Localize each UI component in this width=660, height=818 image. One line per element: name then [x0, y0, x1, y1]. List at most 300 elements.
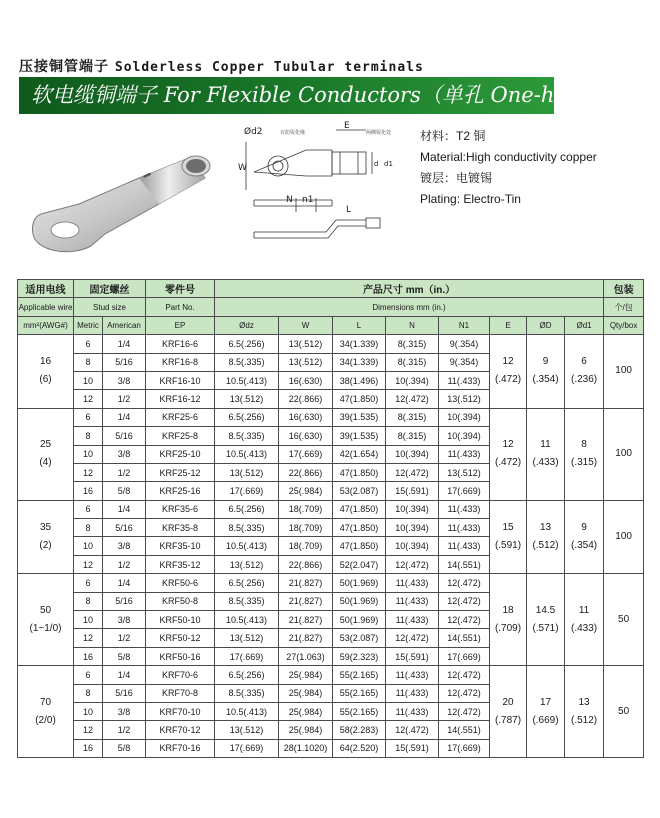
table-cell: 1/2 [103, 721, 146, 739]
dim-od-cell [527, 500, 565, 574]
dim-e-cell-mm: 20 [502, 696, 514, 708]
table-cell: 10.5(.413) [215, 371, 279, 389]
table-cell: 12 [74, 629, 103, 647]
table-cell: 25(.984) [279, 702, 333, 720]
dim-od1-cell-mm: 8 [581, 439, 587, 451]
table-cell: 6 [74, 500, 103, 518]
table-cell: 13(.512) [215, 555, 279, 573]
table-cell: 11(.433) [439, 500, 490, 518]
wire-awg: (1~1/0) [29, 622, 62, 634]
table-cell: KRF25-10 [146, 445, 215, 463]
label-w: W [238, 163, 247, 173]
dim-od1-cell-in: (.433) [570, 622, 598, 634]
table-cell: 10.5(.413) [215, 537, 279, 555]
wire-mm2: 35 [39, 521, 52, 533]
column-header: EP [146, 316, 215, 334]
table-cell: KRF16-6 [146, 335, 215, 353]
table-cell: 13(.512) [215, 721, 279, 739]
table-cell: 42(1.654) [333, 445, 386, 463]
table-cell: 12(.472) [386, 463, 439, 481]
table-cell: KRF35-12 [146, 555, 215, 573]
table-cell: 11(.433) [439, 537, 490, 555]
table-cell: 12(.472) [386, 721, 439, 739]
table-cell: 50(1.969) [333, 592, 386, 610]
table-cell: KRF70-10 [146, 702, 215, 720]
table-cell: 12(.472) [439, 666, 490, 684]
table-cell: 12(.472) [439, 574, 490, 592]
dim-od1-cell [565, 666, 604, 758]
dim-od-cell [527, 666, 565, 758]
table-cell: 39(1.535) [333, 427, 386, 445]
header-part: 零件号 [146, 280, 215, 298]
table-cell: KRF70-6 [146, 666, 215, 684]
dim-od-cell-mm: 17 [539, 696, 552, 708]
label-d: d [374, 160, 379, 168]
table-cell: KRF70-8 [146, 684, 215, 702]
table-cell: 16(.630) [279, 408, 333, 426]
label-d1: d1 [384, 160, 393, 168]
wire-size-cell [18, 335, 74, 409]
table-cell: 12 [74, 555, 103, 573]
wire-size-cell [18, 408, 74, 500]
banner-cn: 软电缆铜端子 [31, 83, 157, 107]
wire-awg: (2) [39, 539, 52, 551]
table-cell: 8 [74, 592, 103, 610]
title-en: Solderless Copper Tubular terminals [114, 60, 424, 75]
table-cell: 11(.433) [439, 445, 490, 463]
wire-size-cell [18, 666, 74, 758]
table-cell: 10.5(.413) [215, 445, 279, 463]
material-en: Material:High conductivity copper [420, 150, 597, 164]
table-cell: 12(.472) [439, 702, 490, 720]
note-left: 有防锐化缘 [280, 130, 306, 136]
table-cell: 17(.669) [439, 739, 490, 757]
product-photo [19, 118, 222, 268]
dim-od1-cell-mm: 6 [581, 356, 587, 368]
table-cell: 8(.315) [386, 353, 439, 371]
table-cell: 15(.591) [386, 647, 439, 665]
table-cell: 1/4 [103, 574, 146, 592]
table-row [18, 500, 644, 518]
table-cell: 10 [74, 445, 103, 463]
dim-od-cell-mm: 9 [542, 356, 549, 368]
header-stud-en: Stud size [74, 298, 146, 316]
table-cell: 13(.512) [279, 335, 333, 353]
table-cell: KRF50-16 [146, 647, 215, 665]
table-cell: 8(.315) [386, 408, 439, 426]
header-row [18, 298, 644, 316]
header-row [18, 316, 644, 334]
wire-size-cell [18, 574, 74, 666]
table-cell: 47(1.850) [333, 519, 386, 537]
dim-od1-cell [565, 500, 604, 574]
table-cell: 47(1.850) [333, 463, 386, 481]
wire-mm2: 25 [39, 439, 52, 451]
table-cell: 59(2.323) [333, 647, 386, 665]
dim-od-cell-in: (.669) [532, 714, 559, 726]
table-cell: 39(1.535) [333, 408, 386, 426]
table-cell: KRF35-10 [146, 537, 215, 555]
wire-awg: (2/0) [35, 714, 56, 726]
table-cell: KRF50-12 [146, 629, 215, 647]
table-cell: KRF70-16 [146, 739, 215, 757]
header-wire-en: Applicable wire [18, 298, 74, 316]
table-cell: KRF16-10 [146, 371, 215, 389]
table-cell: 50(1.969) [333, 611, 386, 629]
wire-mm2: 50 [39, 604, 52, 616]
table-cell: KRF25-8 [146, 427, 215, 445]
table-cell: 8.5(.335) [215, 427, 279, 445]
qty-cell: 50 [604, 574, 644, 666]
table-cell: 13(.512) [215, 629, 279, 647]
table-cell: 17(.669) [215, 482, 279, 500]
table-cell: 25(.984) [279, 684, 333, 702]
table-cell: 9(.354) [439, 353, 490, 371]
table-cell: 1/4 [103, 408, 146, 426]
table-cell: 10(.394) [386, 519, 439, 537]
dim-e-cell-in: (.591) [494, 539, 522, 551]
spec-table [17, 279, 644, 758]
material-specs [420, 126, 597, 210]
table-cell: 6 [74, 408, 103, 426]
dim-od1-cell [565, 335, 604, 409]
header-stud: 固定螺丝 [74, 280, 146, 298]
table-cell: 10(.394) [386, 371, 439, 389]
qty-cell: 100 [604, 408, 644, 500]
dim-od1-cell [565, 574, 604, 666]
table-cell: 14(.551) [439, 721, 490, 739]
column-header: American [103, 316, 146, 334]
column-header: E [490, 316, 527, 334]
table-cell: 8 [74, 353, 103, 371]
column-header: N [386, 316, 439, 334]
table-row [18, 574, 644, 592]
table-cell: 18(.709) [279, 500, 333, 518]
table-cell: 47(1.850) [333, 500, 386, 518]
table-cell: 10(.394) [386, 537, 439, 555]
dim-e-cell-in: (.787) [494, 714, 522, 726]
table-cell: 22(.866) [279, 390, 333, 408]
header-pack: 包装 [604, 280, 644, 298]
table-cell: 22(.866) [279, 555, 333, 573]
table-cell: 12(.472) [386, 629, 439, 647]
table-cell: 53(2.087) [333, 482, 386, 500]
table-cell: 12(.472) [386, 555, 439, 573]
wire-awg: (6) [39, 374, 52, 386]
dim-od1-cell-in: (.315) [570, 457, 598, 469]
dim-od-cell-in: (.512) [532, 539, 559, 551]
table-cell: 3/8 [103, 371, 146, 389]
table-cell: KRF25-16 [146, 482, 215, 500]
table-cell: 34(1.339) [333, 335, 386, 353]
table-cell: 21(.827) [279, 574, 333, 592]
table-cell: 1/2 [103, 463, 146, 481]
table-cell: 18(.709) [279, 537, 333, 555]
table-cell: 1/4 [103, 500, 146, 518]
label-n: N [286, 195, 293, 205]
table-cell: 1/2 [103, 629, 146, 647]
column-header: Ødz [215, 316, 279, 334]
table-cell: 1/4 [103, 666, 146, 684]
table-cell: 16 [74, 647, 103, 665]
page-title [19, 56, 424, 76]
table-cell: 47(1.850) [333, 390, 386, 408]
table-cell: 13(.512) [439, 390, 490, 408]
table-cell: KRF50-6 [146, 574, 215, 592]
dim-od1-cell-mm: 9 [581, 521, 587, 533]
table-cell: 1/2 [103, 555, 146, 573]
table-cell: 8(.315) [386, 335, 439, 353]
dim-e-cell-in: (.472) [494, 374, 522, 386]
dim-od1-cell-in: (.512) [570, 714, 598, 726]
header-dims-en: Dimensions mm (in.) [215, 298, 604, 316]
table-cell: 5/8 [103, 482, 146, 500]
dim-od-cell [527, 408, 565, 500]
table-cell: 17(.669) [439, 647, 490, 665]
dimension-drawing [236, 120, 414, 262]
dim-od1-cell-mm: 13 [578, 696, 590, 708]
table-cell: 17(.669) [215, 739, 279, 757]
table-cell: 25(.984) [279, 666, 333, 684]
column-header: L [333, 316, 386, 334]
header-row [18, 280, 644, 298]
column-header: ØD [527, 316, 565, 334]
dim-e-cell [490, 500, 527, 574]
table-cell: 12 [74, 463, 103, 481]
table-cell: 21(.827) [279, 629, 333, 647]
banner-type: （单孔 One-hole）KRF [420, 83, 654, 107]
material-cn: 材料：T2 铜 [420, 129, 486, 143]
table-cell: 12(.472) [439, 684, 490, 702]
table-cell: 17(.669) [439, 482, 490, 500]
table-cell: 10(.394) [386, 500, 439, 518]
dim-od1-cell-mm: 11 [578, 604, 590, 616]
qty-cell: 100 [604, 335, 644, 409]
table-cell: 27(1.063) [279, 647, 333, 665]
dim-e-cell [490, 408, 527, 500]
table-cell: 8.5(.335) [215, 519, 279, 537]
table-cell: 12 [74, 721, 103, 739]
table-cell: 5/16 [103, 684, 146, 702]
header-pack-cn: 个/包 [604, 298, 644, 316]
table-cell: 10.5(.413) [215, 702, 279, 720]
header-part-en: Part No. [146, 298, 215, 316]
table-cell: 6 [74, 335, 103, 353]
table-cell: 11(.433) [386, 684, 439, 702]
table-cell: 9(.354) [439, 335, 490, 353]
table-cell: 50(1.969) [333, 574, 386, 592]
table-cell: 55(2.165) [333, 684, 386, 702]
table-cell: 8 [74, 519, 103, 537]
table-cell: 10 [74, 611, 103, 629]
table-cell: 10 [74, 371, 103, 389]
table-cell: 6 [74, 666, 103, 684]
table-cell: 12 [74, 390, 103, 408]
table-cell: KRF25-12 [146, 463, 215, 481]
table-cell: 8(.315) [386, 427, 439, 445]
wire-awg: (4) [39, 457, 52, 469]
table-cell: 14(.551) [439, 555, 490, 573]
table-cell: 25(.984) [279, 482, 333, 500]
product-banner [19, 77, 654, 114]
table-cell: KRF50-8 [146, 592, 215, 610]
table-cell: 11(.433) [386, 702, 439, 720]
table-cell: 38(1.496) [333, 371, 386, 389]
dim-od-cell-in: (.433) [532, 457, 559, 469]
table-cell: 16(.630) [279, 427, 333, 445]
table-cell: 12(.472) [439, 611, 490, 629]
label-n1: n1 [302, 195, 314, 205]
table-cell: 14(.551) [439, 629, 490, 647]
table-cell: 64(2.520) [333, 739, 386, 757]
table-cell: 18(.709) [279, 519, 333, 537]
header-dims: 产品尺寸 mm（in.） [215, 280, 604, 298]
table-cell: 10 [74, 702, 103, 720]
table-cell: KRF25-6 [146, 408, 215, 426]
column-header: Ød1 [565, 316, 604, 334]
table-cell: 15(.591) [386, 482, 439, 500]
table-cell: 3/8 [103, 537, 146, 555]
table-cell: 3/8 [103, 611, 146, 629]
table-cell: 5/16 [103, 519, 146, 537]
table-cell: 3/8 [103, 702, 146, 720]
table-cell: KRF70-12 [146, 721, 215, 739]
table-cell: 1/4 [103, 335, 146, 353]
wire-mm2: 70 [39, 696, 52, 708]
column-header: Qty/box [604, 316, 644, 334]
table-cell: 11(.433) [386, 574, 439, 592]
column-header: W [279, 316, 333, 334]
dim-od-cell [527, 574, 565, 666]
dim-e-cell-mm: 12 [502, 356, 514, 368]
table-cell: 5/16 [103, 592, 146, 610]
wire-mm2: 16 [39, 356, 52, 368]
table-cell: 6.5(.256) [215, 574, 279, 592]
table-cell: 13(.512) [439, 463, 490, 481]
table-cell: 34(1.339) [333, 353, 386, 371]
table-cell: 13(.512) [215, 463, 279, 481]
table-cell: 58(2.283) [333, 721, 386, 739]
table-cell: 11(.433) [439, 371, 490, 389]
dim-od-cell-mm: 11 [540, 439, 551, 451]
dim-e-cell [490, 335, 527, 409]
plating-en: Plating: Electro-Tin [420, 192, 521, 206]
table-cell: 8 [74, 427, 103, 445]
qty-cell: 100 [604, 500, 644, 574]
table-cell: 1/2 [103, 390, 146, 408]
dim-e-cell [490, 666, 527, 758]
table-cell: 10 [74, 537, 103, 555]
table-cell: KRF50-10 [146, 611, 215, 629]
dim-od1-cell-in: (.354) [570, 539, 598, 551]
dim-e-cell-mm: 12 [502, 439, 514, 451]
table-cell: 5/16 [103, 427, 146, 445]
table-cell: 16 [74, 482, 103, 500]
table-cell: 8.5(.335) [215, 353, 279, 371]
table-cell: 6.5(.256) [215, 408, 279, 426]
table-cell: 25(.984) [279, 721, 333, 739]
table-cell: KRF35-8 [146, 519, 215, 537]
table-cell: 17(.669) [279, 445, 333, 463]
dim-od-cell-in: (.571) [532, 622, 559, 634]
table-cell: 6 [74, 574, 103, 592]
dim-od-cell [527, 335, 565, 409]
table-cell: 21(.827) [279, 611, 333, 629]
dim-od-cell-mm: 14.5 [535, 604, 556, 616]
table-cell: 11(.433) [386, 611, 439, 629]
table-cell: 55(2.165) [333, 702, 386, 720]
label-l: L [346, 205, 352, 215]
table-cell: 5/8 [103, 647, 146, 665]
label-e: E [344, 121, 350, 131]
dim-od1-cell-in: (.236) [570, 374, 598, 386]
table-cell: 8 [74, 684, 103, 702]
table-cell: KRF16-8 [146, 353, 215, 371]
table-cell: 16 [74, 739, 103, 757]
dim-e-cell-mm: 18 [502, 604, 514, 616]
table-cell: 6.5(.256) [215, 500, 279, 518]
column-header: Metric [74, 316, 103, 334]
table-cell: KRF35-6 [146, 500, 215, 518]
dim-e-cell-in: (.472) [494, 457, 522, 469]
table-cell: 8.5(.335) [215, 592, 279, 610]
header-wire: 适用电线 [18, 280, 74, 298]
table-cell: 13(.512) [215, 390, 279, 408]
dim-od1-cell [565, 408, 604, 500]
table-row [18, 408, 644, 426]
table-cell: 17(.669) [215, 647, 279, 665]
table-cell: 10.5(.413) [215, 611, 279, 629]
table-cell: 11(.433) [386, 592, 439, 610]
title-cn: 压接铜管端子 [19, 59, 109, 75]
table-cell: 28(1.1020) [279, 739, 333, 757]
plating-cn: 镀层：电镀锡 [420, 171, 493, 185]
table-cell: 13(.512) [279, 353, 333, 371]
table-cell: 8.5(.335) [215, 684, 279, 702]
dim-e-cell-mm: 15 [502, 521, 514, 533]
table-cell: 52(2.047) [333, 555, 386, 573]
table-cell: 55(2.165) [333, 666, 386, 684]
dim-od-cell-mm: 13 [539, 521, 552, 533]
dim-od-cell-in: (.354) [532, 374, 559, 386]
label-d2: Ød2 [244, 127, 263, 137]
table-row [18, 335, 644, 353]
table-cell: 16(.630) [279, 371, 333, 389]
table-cell: 11(.433) [386, 666, 439, 684]
table-cell: 5/16 [103, 353, 146, 371]
banner-en: For Flexible Conductors [163, 83, 421, 107]
table-cell: 22(.866) [279, 463, 333, 481]
note-right: 两侧锐化处 [366, 130, 392, 136]
column-header: N1 [439, 316, 490, 334]
wire-size-cell [18, 500, 74, 574]
table-cell: 15(.591) [386, 739, 439, 757]
table-cell: 11(.433) [439, 519, 490, 537]
table-cell: 53(2.087) [333, 629, 386, 647]
dim-e-cell-in: (.709) [494, 622, 522, 634]
table-cell: 12(.472) [439, 592, 490, 610]
dim-e-cell [490, 574, 527, 666]
table-cell: 10(.394) [439, 408, 490, 426]
table-cell: 5/8 [103, 739, 146, 757]
table-cell: 47(1.850) [333, 537, 386, 555]
table-cell: 12(.472) [386, 390, 439, 408]
table-cell: 21(.827) [279, 592, 333, 610]
table-cell: 6.5(.256) [215, 666, 279, 684]
table-row [18, 666, 644, 684]
table-cell: 3/8 [103, 445, 146, 463]
table-cell: 10(.394) [439, 427, 490, 445]
